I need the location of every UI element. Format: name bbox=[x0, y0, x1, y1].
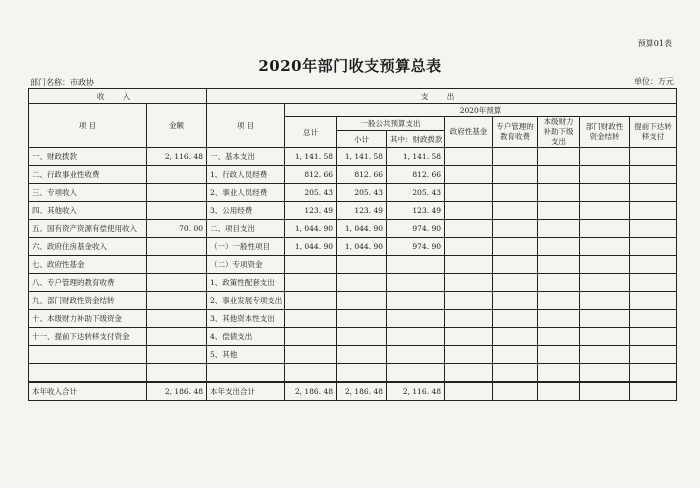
cell-in-item: 三、专项收入 bbox=[29, 184, 147, 202]
cell-empty bbox=[538, 238, 580, 256]
cell-in-amount bbox=[147, 310, 207, 328]
cell-total bbox=[285, 274, 337, 292]
cell-in-amount bbox=[147, 184, 207, 202]
table-row bbox=[29, 238, 677, 256]
cell-empty bbox=[538, 166, 580, 184]
cell-empty bbox=[445, 382, 493, 401]
cell-empty bbox=[445, 256, 493, 274]
cell-empty bbox=[538, 202, 580, 220]
cell-empty bbox=[493, 364, 538, 383]
cell-empty bbox=[580, 220, 630, 238]
cell-fiscal: 1, 141. 58 bbox=[387, 148, 445, 166]
cell-out-item: 5、其他 bbox=[207, 346, 285, 364]
cell-out-item: 1、政策性配套支出 bbox=[207, 274, 285, 292]
cell-empty bbox=[493, 202, 538, 220]
cell-empty bbox=[493, 184, 538, 202]
table-row bbox=[29, 166, 677, 184]
form-code: 预算01表 bbox=[637, 39, 672, 48]
cell-in-amount bbox=[147, 166, 207, 184]
cell-empty bbox=[445, 346, 493, 364]
cell-subtotal: 123. 49 bbox=[337, 202, 387, 220]
cell-in-item: 二、行政事业性收费 bbox=[29, 166, 147, 184]
gov-fund-header: 政府性基金 bbox=[445, 117, 493, 148]
cell-total: 1, 044. 90 bbox=[285, 238, 337, 256]
carryover-header: 部门财政性资金结转 bbox=[580, 117, 630, 148]
cell-empty bbox=[630, 202, 677, 220]
cell-out-item: （一）一般性项目 bbox=[207, 238, 285, 256]
table-row bbox=[29, 382, 677, 401]
cell-in-amount bbox=[147, 346, 207, 364]
cell-subtotal: 205. 43 bbox=[337, 184, 387, 202]
total-header: 总计 bbox=[285, 117, 337, 148]
cell-total bbox=[285, 292, 337, 310]
cell-empty bbox=[493, 346, 538, 364]
cell-in-item: 一、财政拨款 bbox=[29, 148, 147, 166]
cell-in-amount bbox=[147, 292, 207, 310]
cell-empty bbox=[580, 346, 630, 364]
cell-in-amount: 2, 186. 48 bbox=[147, 382, 207, 401]
cell-total: 123. 49 bbox=[285, 202, 337, 220]
table-row bbox=[29, 202, 677, 220]
cell-empty bbox=[580, 310, 630, 328]
cell-out-item bbox=[207, 364, 285, 383]
cell-subtotal: 1, 141. 58 bbox=[337, 148, 387, 166]
cell-in-amount bbox=[147, 364, 207, 383]
cell-empty bbox=[538, 184, 580, 202]
cell-fiscal: 205. 43 bbox=[387, 184, 445, 202]
cell-empty bbox=[493, 238, 538, 256]
cell-empty bbox=[493, 292, 538, 310]
cell-out-item: 4、偿债支出 bbox=[207, 328, 285, 346]
cell-out-item: 3、公用经费 bbox=[207, 202, 285, 220]
cell-empty bbox=[445, 328, 493, 346]
fiscal-header: 其中：财政拨款 bbox=[387, 131, 445, 148]
cell-empty bbox=[580, 184, 630, 202]
cell-empty bbox=[580, 364, 630, 383]
cell-total bbox=[285, 310, 337, 328]
cell-empty bbox=[445, 292, 493, 310]
advance-header: 提前下达转移支付 bbox=[630, 117, 677, 148]
cell-subtotal: 1, 044. 90 bbox=[337, 220, 387, 238]
cell-empty bbox=[538, 346, 580, 364]
cell-empty bbox=[580, 256, 630, 274]
table-row bbox=[29, 220, 677, 238]
cell-in-item: 九、部门财政性资金结转 bbox=[29, 292, 147, 310]
cell-in-item: 十一、提前下达转移支付资金 bbox=[29, 328, 147, 346]
cell-total bbox=[285, 364, 337, 383]
cell-empty bbox=[538, 292, 580, 310]
cell-empty bbox=[493, 274, 538, 292]
cell-empty bbox=[493, 256, 538, 274]
cell-empty bbox=[445, 202, 493, 220]
cell-empty bbox=[580, 292, 630, 310]
cell-empty bbox=[445, 238, 493, 256]
cell-fiscal: 2, 116. 48 bbox=[387, 382, 445, 401]
cell-out-item: 2、事业发展专项支出 bbox=[207, 292, 285, 310]
cell-fiscal bbox=[387, 328, 445, 346]
cell-empty bbox=[538, 148, 580, 166]
subtotal-header: 小计 bbox=[337, 131, 387, 148]
income-item-header: 项 目 bbox=[29, 104, 147, 148]
cell-empty bbox=[630, 292, 677, 310]
cell-empty bbox=[538, 364, 580, 383]
cell-empty bbox=[493, 148, 538, 166]
cell-empty bbox=[630, 310, 677, 328]
cell-empty bbox=[630, 364, 677, 383]
page-title: 2020年部门收支预算总表 bbox=[258, 57, 442, 75]
table-row bbox=[29, 274, 677, 292]
cell-out-item: 二、项目支出 bbox=[207, 220, 285, 238]
cell-out-item: （二）专项资金 bbox=[207, 256, 285, 274]
cell-empty bbox=[580, 238, 630, 256]
cell-in-amount bbox=[147, 274, 207, 292]
cell-empty bbox=[630, 238, 677, 256]
cell-empty bbox=[445, 310, 493, 328]
cell-empty bbox=[580, 202, 630, 220]
cell-empty bbox=[493, 382, 538, 401]
cell-empty bbox=[445, 364, 493, 383]
cell-subtotal: 1, 044. 90 bbox=[337, 238, 387, 256]
cell-empty bbox=[630, 148, 677, 166]
cell-subtotal bbox=[337, 364, 387, 383]
expenditure-item-header: 项 目 bbox=[207, 104, 285, 148]
cell-empty bbox=[630, 274, 677, 292]
cell-empty bbox=[580, 148, 630, 166]
cell-total: 2, 186. 48 bbox=[285, 382, 337, 401]
cell-fiscal bbox=[387, 256, 445, 274]
cell-in-item: 十、本级财力补助下级资金 bbox=[29, 310, 147, 328]
cell-in-item: 七、政府性基金 bbox=[29, 256, 147, 274]
cell-empty bbox=[630, 184, 677, 202]
cell-empty bbox=[493, 166, 538, 184]
cell-out-item: 本年支出合计 bbox=[207, 382, 285, 401]
cell-in-item: 四、其他收入 bbox=[29, 202, 147, 220]
cell-empty bbox=[630, 220, 677, 238]
table-row bbox=[29, 256, 677, 274]
cell-total: 1, 044. 90 bbox=[285, 220, 337, 238]
cell-total bbox=[285, 256, 337, 274]
general-budget-header: 一般公共预算支出 bbox=[337, 117, 445, 131]
cell-empty bbox=[445, 184, 493, 202]
cell-fiscal bbox=[387, 346, 445, 364]
cell-empty bbox=[630, 382, 677, 401]
cell-total: 205. 43 bbox=[285, 184, 337, 202]
cell-in-amount: 2, 116. 48 bbox=[147, 148, 207, 166]
cell-out-item: 2、事业人员经费 bbox=[207, 184, 285, 202]
cell-empty bbox=[445, 220, 493, 238]
cell-total bbox=[285, 328, 337, 346]
cell-in-amount: 70. 00 bbox=[147, 220, 207, 238]
cell-out-item: 3、其他资本性支出 bbox=[207, 310, 285, 328]
cell-subtotal bbox=[337, 328, 387, 346]
department-name: 部门名称：市政协 bbox=[30, 78, 94, 87]
cell-subtotal: 812. 66 bbox=[337, 166, 387, 184]
cell-empty bbox=[538, 274, 580, 292]
subsidy-header: 本级财力补助下级支出 bbox=[538, 117, 580, 148]
cell-empty bbox=[630, 346, 677, 364]
cell-subtotal bbox=[337, 274, 387, 292]
cell-empty bbox=[445, 166, 493, 184]
cell-empty bbox=[580, 328, 630, 346]
cell-empty bbox=[538, 256, 580, 274]
cell-empty bbox=[538, 220, 580, 238]
special-edu-header: 专户管理的教育收费 bbox=[493, 117, 538, 148]
cell-empty bbox=[445, 274, 493, 292]
cell-empty bbox=[580, 166, 630, 184]
table-row bbox=[29, 364, 677, 383]
cell-out-item: 1、行政人员经费 bbox=[207, 166, 285, 184]
cell-total bbox=[285, 346, 337, 364]
cell-empty bbox=[493, 310, 538, 328]
table-row bbox=[29, 328, 677, 346]
table-row bbox=[29, 292, 677, 310]
cell-empty bbox=[630, 328, 677, 346]
cell-subtotal bbox=[337, 310, 387, 328]
table-row bbox=[29, 346, 677, 364]
income-amount-header: 金额 bbox=[147, 104, 207, 148]
cell-empty bbox=[630, 166, 677, 184]
cell-in-item: 五、国有资产资源有偿使用收入 bbox=[29, 220, 147, 238]
cell-fiscal: 974. 90 bbox=[387, 238, 445, 256]
cell-in-item: 本年收入合计 bbox=[29, 382, 147, 401]
unit-label: 单位：万元 bbox=[634, 77, 674, 86]
cell-subtotal bbox=[337, 346, 387, 364]
cell-empty bbox=[630, 256, 677, 274]
cell-in-item bbox=[29, 364, 147, 383]
table-row bbox=[29, 184, 677, 202]
cell-empty bbox=[580, 274, 630, 292]
cell-total: 1, 141. 58 bbox=[285, 148, 337, 166]
cell-empty bbox=[493, 328, 538, 346]
cell-empty bbox=[538, 382, 580, 401]
cell-fiscal: 974. 90 bbox=[387, 220, 445, 238]
cell-fiscal bbox=[387, 274, 445, 292]
cell-subtotal: 2, 186. 48 bbox=[337, 382, 387, 401]
table-row bbox=[29, 310, 677, 328]
cell-empty bbox=[445, 148, 493, 166]
cell-in-item: 八、专户管理的教育收费 bbox=[29, 274, 147, 292]
budget-table bbox=[28, 88, 677, 401]
cell-empty bbox=[580, 382, 630, 401]
cell-in-item bbox=[29, 346, 147, 364]
table-row bbox=[29, 148, 677, 166]
cell-in-amount bbox=[147, 328, 207, 346]
cell-in-amount bbox=[147, 238, 207, 256]
expenditure-header: 支 出 bbox=[207, 89, 677, 104]
cell-in-amount bbox=[147, 256, 207, 274]
income-header: 收 入 bbox=[29, 89, 207, 104]
cell-empty bbox=[538, 328, 580, 346]
cell-in-amount bbox=[147, 202, 207, 220]
cell-fiscal bbox=[387, 292, 445, 310]
cell-empty bbox=[538, 310, 580, 328]
cell-fiscal bbox=[387, 364, 445, 383]
cell-subtotal bbox=[337, 292, 387, 310]
cell-total: 812. 66 bbox=[285, 166, 337, 184]
cell-fiscal: 812. 66 bbox=[387, 166, 445, 184]
cell-out-item: 一、基本支出 bbox=[207, 148, 285, 166]
cell-in-item: 六、政府住房基金收入 bbox=[29, 238, 147, 256]
cell-fiscal bbox=[387, 310, 445, 328]
cell-fiscal: 123. 49 bbox=[387, 202, 445, 220]
cell-subtotal bbox=[337, 256, 387, 274]
budget-year-header: 2020年预算 bbox=[285, 104, 677, 117]
cell-empty bbox=[493, 220, 538, 238]
